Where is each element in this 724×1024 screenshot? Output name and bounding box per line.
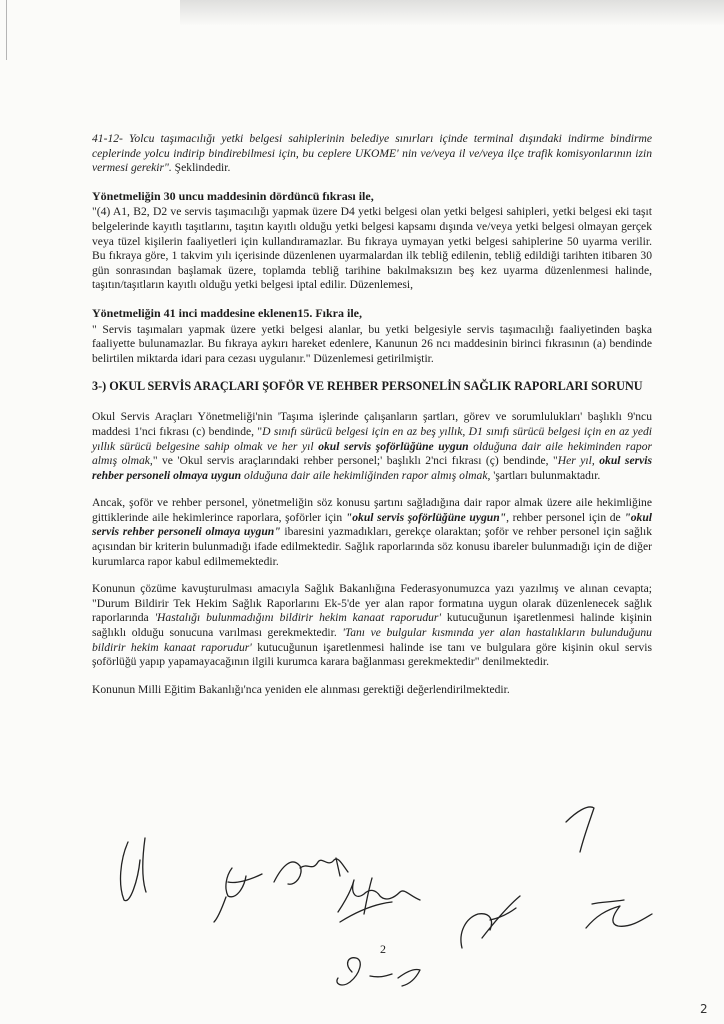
- paragraph-article-30: "(4) A1, B2, D2 ve servis taşımacılığı yapmak üzere D4 yetki belgesi olan yetki belgesi sahipleri, yetki belgesi eki taşıt belgelerinde kayıtlı taşıtlarını, taşıtın kayıtlı olduğu yetki belgesi kapsamı dışında ve/veya yetki belgesi olmayan gerçek veya tüzel kişilerin faaliyetleri için kullandıramazlar. Bu fıkraya uymayan yetki belgesi sahiplerine 50 uyarma verilir. Bu fıkraya göre, 1 takvim yılı içerisinde düzenlenen uyarmalardan ilk tebliğ edilenin, tebliğ edildiği tarihten itibaren 30 gün sonrasından başlamak üzere, toplamda tebliğ tarihine bakılmaksızın beş kez uyarma düzenlenmesi halinde, taşıtın/taşıtların kayıtlı olduğu yetki belgesi iptal edilir. Düzenlemesi,: [92, 205, 652, 292]
- section-title: 3-) OKUL SERVİS ARAÇLARI ŞOFÖR VE REHBER PERSONELİN SAĞLIK RAPORLARI SORUNU: [92, 379, 643, 394]
- signature-6: [586, 900, 652, 928]
- signature-5: [461, 896, 520, 948]
- heading-article-41: Yönetmeliğin 41 inci maddesine eklenen15. Fıkra ile,: [92, 305, 362, 320]
- signature-2: [214, 868, 262, 922]
- signature-3: [274, 858, 348, 884]
- signature-7: [337, 958, 420, 986]
- italic-run: D sınıfı sürücü belgesi için en az beş yıllık, D1 sınıfı sürücü belgesi için en az yedi yıllık sürücü belgesine sahip olmak ve her yıl: [92, 424, 652, 453]
- signature-4: [338, 878, 420, 922]
- corner-page-number: 2: [700, 1002, 708, 1016]
- bold-italic-run: "okul servis rehber personeli olmaya uygun": [92, 510, 653, 539]
- italic-run: olduğuna dair aile hekimliğinden rapor almış olmak,: [241, 468, 491, 482]
- text-run: kutucuğunun işaretlenmesi halinde kişinin sağlıklı olduğu sonucuna varılması gerekmektedir.: [92, 611, 652, 640]
- text-run: " ve 'Okul servis araçlarındaki rehber personel;' başlıklı 2'nci fıkrası (ç) bendinde, ": [152, 454, 558, 468]
- text-run: Ancak, şoför ve rehber personel, yönetmeliğin söz konusu şartını sağladığına dair rapor almak üzere aile hekimliğine gittiklerinde aile hekimlerince raporlara, şoförler için: [92, 496, 652, 524]
- text-run: , rehber personel için de: [506, 510, 625, 524]
- italic-run: 'Tanı ve bulgular kısmında yer alan hastalıkların bulunduğunu bildirir hekim kanaat raporudur': [92, 626, 652, 654]
- text-run: ibaresini yazmadıkları, gerekçe olaraktan; şoför ve rehber personel için sağlık açısından bir kriterin bulunmadığı ifade edilmektedir. Sağlık raporlarında söz konusu ibareler bulunmadığı için de diğer kurumlarca rapor kabul edilmemektedir.: [92, 525, 652, 568]
- bold-italic-run: okul servis şoförlüğüne uygun: [318, 439, 469, 453]
- text-run: Okul Servis Araçları Yönetmeliği'nin 'Taşıma işlerinde çalışanların şartları, görev ve sorumlulukları' başlıklı 9'ncu maddesi 1'nci fıkrası (c) bendinde, ": [92, 410, 652, 438]
- paragraph-tail: Şeklindedir.: [171, 161, 231, 175]
- heading-article-30: Yönetmeliğin 30 uncu maddesinin dördüncü fıkrası ile,: [92, 188, 374, 203]
- text-run: 'şartları bulunmaktadır.: [490, 468, 601, 482]
- italic-run: 'Hastalığı bulunmadığını bildirir hekim kanaat raporudur': [154, 611, 441, 625]
- paragraph-conclusion: Konunun Milli Eğitim Bakanlığı'nca yeniden ele alınması gerektiği değerlendirilmektedir.: [92, 682, 510, 696]
- text-run: Konunun çözüme kavuşturulması amacıyla Sağlık Bakanlığına Federasyonumuzca yazı yazılmış ve alınan cevapta; "Durum Bildirir Tek Hekim Sağlık Raporlarını Ek-5'de yer alan rapor formatına uygun olarak düzenlenecek sağlık raporlarında: [92, 582, 652, 625]
- paragraph-article-41: " Servis taşımaları yapmak üzere yetki belgesi alanlar, bu yetki belgesiyle servis taşımacılığı faaliyetinden başka faaliyette bulunamazlar. Bu fıkraya aykırı hareket edenlere, Kanunun 26 ncı maddesinin birinci fıkrasının (a) bendinde belirtilen miktarda idari para cezası uygulanır." Düzenlemesi getirilmiştir.: [92, 322, 652, 365]
- bold-italic-run: okul servis rehber personeli olmaya uygun: [92, 454, 652, 482]
- italic-run: olduğuna dair aile hekiminden rapor almış olmak,: [92, 439, 653, 468]
- signature-1: [121, 838, 146, 901]
- signature-8: [566, 807, 594, 852]
- bold-italic-run: "okul servis şoförlüğüne uygun": [345, 510, 507, 524]
- page-number: 2: [380, 942, 386, 956]
- italic-run: Her yıl,: [557, 454, 600, 468]
- text-run: kutucuğunun işaretlenmesi halinde ise tanı ve bulgulara göre kişinin okul servis şoförlüğü yapıp yapamayacağının ilgili kurumca karara bağlanması gerekmektedir" denilmektedir.: [92, 640, 652, 669]
- quoted-regulation-text: 41-12- Yolcu taşımacılığı yetki belgesi sahiplerinin belediye sınırları içinde terminal dışındaki indirme bindirme ceplerinde yolcu indirip bindirebilmesi için, bu ceplere UKOME' nin ve/veya il ve/veya ilçe trafik komisyonlarının izin vermesi gerekir".: [92, 132, 652, 175]
